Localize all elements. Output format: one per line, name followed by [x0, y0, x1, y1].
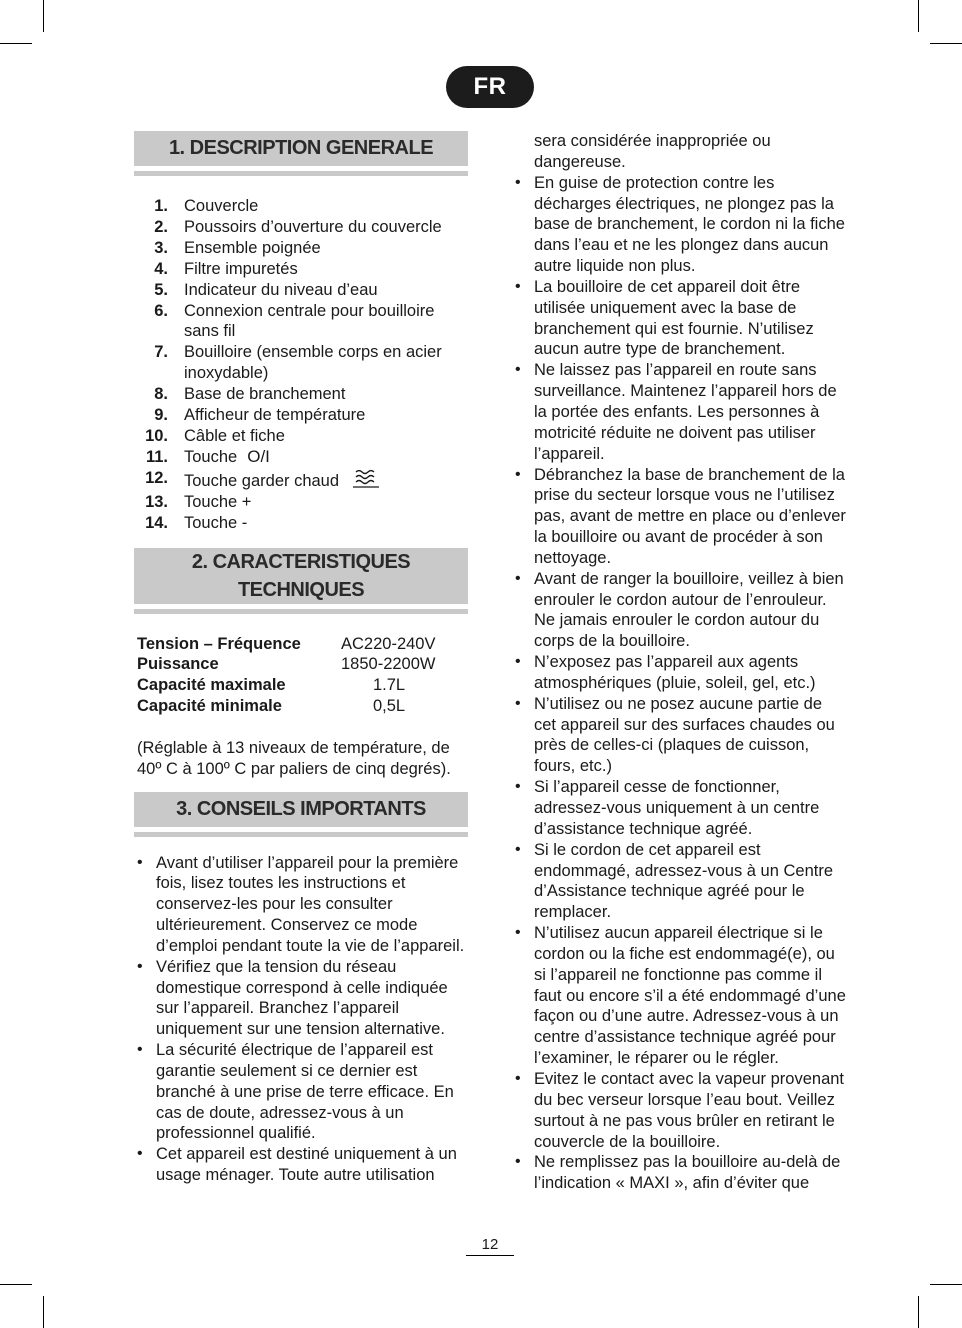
- crop-mark: [0, 1284, 32, 1285]
- page-number-rule: [466, 1255, 514, 1256]
- left-column: [134, 131, 468, 1186]
- keep-warm-icon: [352, 468, 380, 490]
- list-item: 7. Bouilloire (ensemble corps en acier inoxydable): [154, 343, 442, 383]
- parts-list: [134, 196, 468, 534]
- list-item: 6. Connexion centrale pour bouilloire sans fil: [154, 301, 435, 341]
- section-rule: [134, 171, 468, 176]
- table-row: Capacité minimale 0,5L: [137, 696, 406, 715]
- crop-mark: [930, 43, 962, 44]
- advice-list-left: [134, 853, 468, 1187]
- crop-mark: [930, 1284, 962, 1285]
- list-item: • Ne remplissez pas la bouilloire au-delà de l’indication « MAXI », afin d’éviter que: [512, 1152, 846, 1194]
- list-item: • Cet appareil est destiné uniquement à un usage ménager. Toute autre utilisation: [134, 1144, 468, 1186]
- list-item: • N’exposez pas l’appareil aux agents atmosphériques (pluie, soleil, gel, etc.): [512, 652, 846, 694]
- power-icon: O/I: [247, 446, 270, 466]
- crop-mark: [918, 1296, 919, 1328]
- page-number: 12: [481, 1236, 499, 1253]
- section-rule: [134, 609, 468, 614]
- section-rule: [134, 832, 468, 837]
- list-item: • Débranchez la base de branchement de la prise du secteur lorsque vous ne l’utilisez pas, avant de mettre en place ou d’enlever la bouilloire ou avant de procéder à son nettoyage.: [512, 465, 846, 569]
- section-title-specs: 2. CARACTERISTIQUES TECHNIQUES: [134, 548, 468, 604]
- list-item: 9. Afficheur de température: [154, 406, 366, 425]
- list-item: 2. Poussoirs d’ouverture du couvercle: [154, 217, 442, 236]
- list-item: 12. Touche garder chaud: [134, 468, 468, 492]
- list-item: • La sécurité électrique de l’appareil est garantie seulement si ce dernier est branché à une prise de terre efficace. En cas de doute, adressez-vous à un professionnel qualifié.: [134, 1040, 468, 1144]
- list-item: 1. Couvercle: [154, 197, 259, 215]
- list-item: 10. Câble et fiche: [145, 426, 285, 445]
- list-item: 4. Filtre impuretés: [154, 259, 298, 278]
- list-item: • Vérifiez que la tension du réseau domestique correspond à celle indiquée sur l’appareil. Branchez l’appareil uniquement sur une tension alternative.: [134, 957, 468, 1040]
- table-row: Puissance 1850-2200W: [137, 655, 436, 674]
- section-title-description: 1. DESCRIPTION GENERALE: [134, 131, 468, 166]
- crop-mark: [43, 1296, 44, 1328]
- list-item: 3. Ensemble poignée: [154, 238, 321, 257]
- crop-mark: [0, 43, 32, 44]
- advice-list-right: [512, 131, 846, 1194]
- list-item-continuation: sera considérée inappropriée ou dangereuse.: [534, 132, 771, 171]
- list-item: 14. Touche -: [145, 513, 248, 532]
- right-column: [512, 131, 846, 1194]
- specs-table: [137, 634, 467, 717]
- crop-mark: [43, 0, 44, 32]
- specs-note: (Réglable à 13 niveaux de température, de 40º C à 100º C par paliers de cinq degrés).: [137, 738, 451, 778]
- list-item: • Ne laissez pas l’appareil en route sans surveillance. Maintenez l’appareil hors de la portée des enfants. Les personnes à motricité réduite ne doivent pas utiliser l’appareil.: [512, 360, 846, 464]
- list-item: • Avant d’utiliser l’appareil pour la première fois, lisez toutes les instructions et conservez-les pour les consulter ultérieurement. Conservez ce mode d’emploi pendant toute la vie de l’appareil.: [134, 853, 468, 957]
- section-title-advice: 3. CONSEILS IMPORTANTS: [134, 792, 468, 827]
- list-item: • Evitez le contact avec la vapeur provenant du bec verseur lorsque l’eau bout. Veillez surtout à ne pas vous brûler en retirant le couvercle de la bouilloire.: [512, 1069, 846, 1152]
- list-item: 11. Touche O/I: [145, 446, 270, 466]
- list-item: • En guise de protection contre les décharges électriques, ne plongez pas la base de branchement, le cordon ni la fiche dans l’eau et ne les plongez dans aucun autre liquide non plus.: [512, 173, 846, 277]
- list-item: • Avant de ranger la bouilloire, veillez à bien enrouler le cordon autour de l’enrouleur. Ne jamais enrouler le cordon autour du corps de la bouilloire.: [512, 569, 846, 652]
- table-row: Tension – Fréquence AC220-240V: [137, 634, 436, 653]
- list-item: • N’utilisez ou ne posez aucune partie de cet appareil sur des surfaces chaudes ou près de celles-ci (plaques de cuisson, fours, etc.): [512, 694, 846, 777]
- language-badge: FR: [446, 66, 534, 108]
- list-item: 8. Base de branchement: [154, 385, 346, 404]
- list-item: 13. Touche +: [145, 492, 252, 511]
- list-item: • N’utilisez aucun appareil électrique si le cordon ou la fiche est endommagé(e), ou si l’appareil ne fonctionne pas comme il faut ou encore s’il a été endommagé d’une façon ou d’une autre. Adressez-vous à un centre d’assistance technique agréé pour l’examiner, le réparer ou le régler.: [512, 923, 846, 1069]
- table-row: Capacité maximale 1.7L: [137, 676, 406, 695]
- list-item: • La bouilloire de cet appareil doit être utilisée uniquement avec la base de branchement qui est fournie. N’utilisez aucun autre type de branchement.: [512, 277, 846, 360]
- list-item: • Si l’appareil cesse de fonctionner, adressez-vous uniquement à un centre d’assistance technique agréé.: [512, 777, 846, 840]
- crop-mark: [918, 0, 919, 32]
- list-item: • Si le cordon de cet appareil est endommagé, adressez-vous à un Centre d’Assistance technique agréé pour le remplacer.: [512, 840, 846, 923]
- list-item: 5. Indicateur du niveau d’eau: [154, 280, 378, 299]
